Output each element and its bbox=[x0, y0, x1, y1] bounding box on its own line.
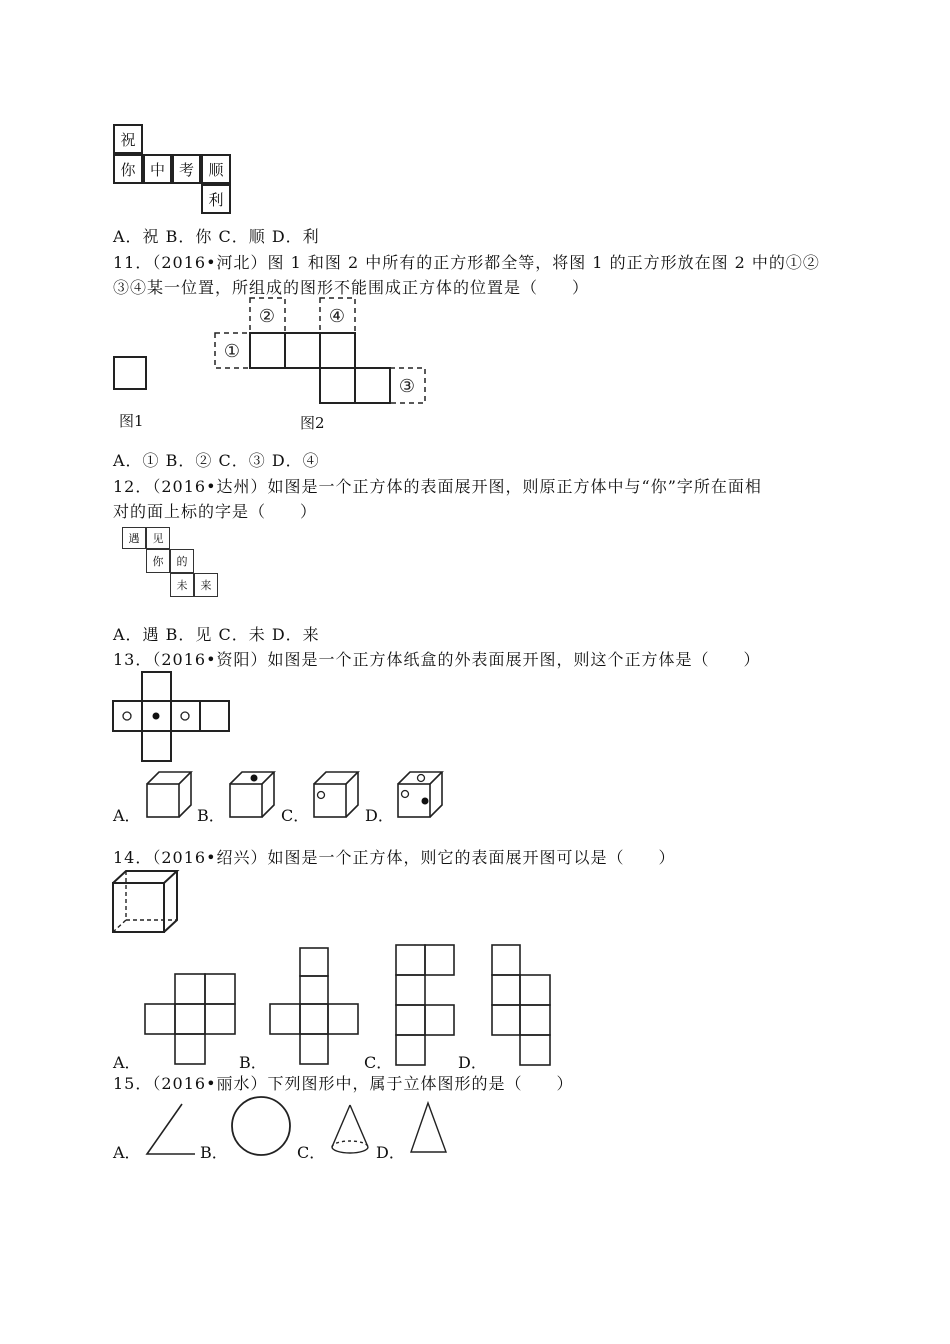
q14-option-c-label: C． bbox=[364, 1053, 393, 1072]
net-cell-yu: 遇 bbox=[122, 527, 146, 549]
q12-options: A．遇 B．见 C．未 D．来 bbox=[113, 625, 320, 644]
pos-label-1: ① bbox=[223, 341, 241, 362]
q14-option-b-net bbox=[269, 946, 361, 1066]
q11-stem-line1: 11．（2016•河北）图 1 和图 2 中所有的正方形都全等，将图 1 的正方形放在图 2 中的①② bbox=[113, 253, 820, 272]
q15-option-b-circle bbox=[229, 1094, 293, 1158]
q10-options: A．祝 B．你 C．顺 D．利 bbox=[113, 227, 320, 246]
net-cell-ni2: 你 bbox=[146, 549, 170, 573]
q11-fig1-caption: 图1 bbox=[119, 412, 144, 430]
q14-option-d-net bbox=[490, 943, 554, 1067]
q14-option-c-net bbox=[394, 943, 456, 1067]
net-cell-de: 的 bbox=[170, 549, 194, 573]
pos-label-2: ② bbox=[258, 306, 276, 327]
q15-stem: 15．（2016•丽水）下列图形中，属于立体图形的是（ ） bbox=[113, 1074, 574, 1093]
q13-option-c-label: C． bbox=[281, 806, 310, 825]
q13-option-c-cube bbox=[312, 770, 362, 820]
pos-label-3: ③ bbox=[398, 376, 416, 397]
q13-stem: 13．（2016•资阳）如图是一个正方体纸盒的外表面展开图，则这个正方体是（ ） bbox=[113, 650, 761, 669]
q13-option-d-label: D． bbox=[365, 806, 394, 825]
q14-option-b-label: B． bbox=[239, 1053, 267, 1072]
q11-figure1 bbox=[113, 356, 147, 390]
q15-option-a-label: A． bbox=[113, 1143, 141, 1162]
q14-option-d-label: D． bbox=[458, 1053, 487, 1072]
q11-options: A．① B．② C．③ D．④ bbox=[113, 451, 320, 470]
net-cell-ni: 你 bbox=[113, 154, 143, 184]
q13-option-d-cube bbox=[396, 770, 446, 820]
q12-stem-line1: 12．（2016•达州）如图是一个正方体的表面展开图，则原正方体中与“你”字所在面相 bbox=[113, 477, 762, 496]
net-cell-shun: 顺 bbox=[201, 154, 231, 184]
net-cell-wei: 未 bbox=[170, 573, 194, 597]
net-cell-jian: 见 bbox=[146, 527, 170, 549]
q13-option-b-cube bbox=[228, 770, 278, 820]
q12-stem-line2: 对的面上标的字是（ ） bbox=[113, 502, 318, 521]
q15-option-d-triangle bbox=[408, 1100, 450, 1156]
q13-option-a-label: A． bbox=[113, 806, 141, 825]
q15-option-c-label: C． bbox=[297, 1143, 326, 1162]
q14-cube bbox=[112, 870, 182, 934]
q15-option-b-label: B． bbox=[200, 1143, 228, 1162]
q14-stem: 14．（2016•绍兴）如图是一个正方体，则它的表面展开图可以是（ ） bbox=[113, 848, 676, 867]
pos-label-4: ④ bbox=[328, 306, 346, 327]
net-cell-zhong: 中 bbox=[143, 154, 172, 184]
net-cell-kao: 考 bbox=[172, 154, 201, 184]
net-cell-lai: 来 bbox=[194, 573, 218, 597]
q11-stem-line2: ③④某一位置，所组成的图形不能围成正方体的位置是（ ） bbox=[113, 278, 590, 297]
q15-option-a-angle bbox=[144, 1100, 198, 1158]
net-cell-zhu: 祝 bbox=[113, 124, 143, 154]
net-cell-li: 利 bbox=[201, 184, 231, 214]
q14-option-a-net bbox=[144, 972, 238, 1066]
q11-fig2-caption: 图2 bbox=[300, 414, 325, 432]
q15-option-c-cone bbox=[328, 1102, 372, 1158]
q13-option-a-cube bbox=[145, 770, 195, 820]
q14-option-a-label: A． bbox=[113, 1053, 141, 1072]
q13-net bbox=[112, 671, 232, 763]
q13-option-b-label: B． bbox=[197, 806, 225, 825]
q15-option-d-label: D． bbox=[376, 1143, 405, 1162]
q11-figure2 bbox=[210, 296, 430, 408]
